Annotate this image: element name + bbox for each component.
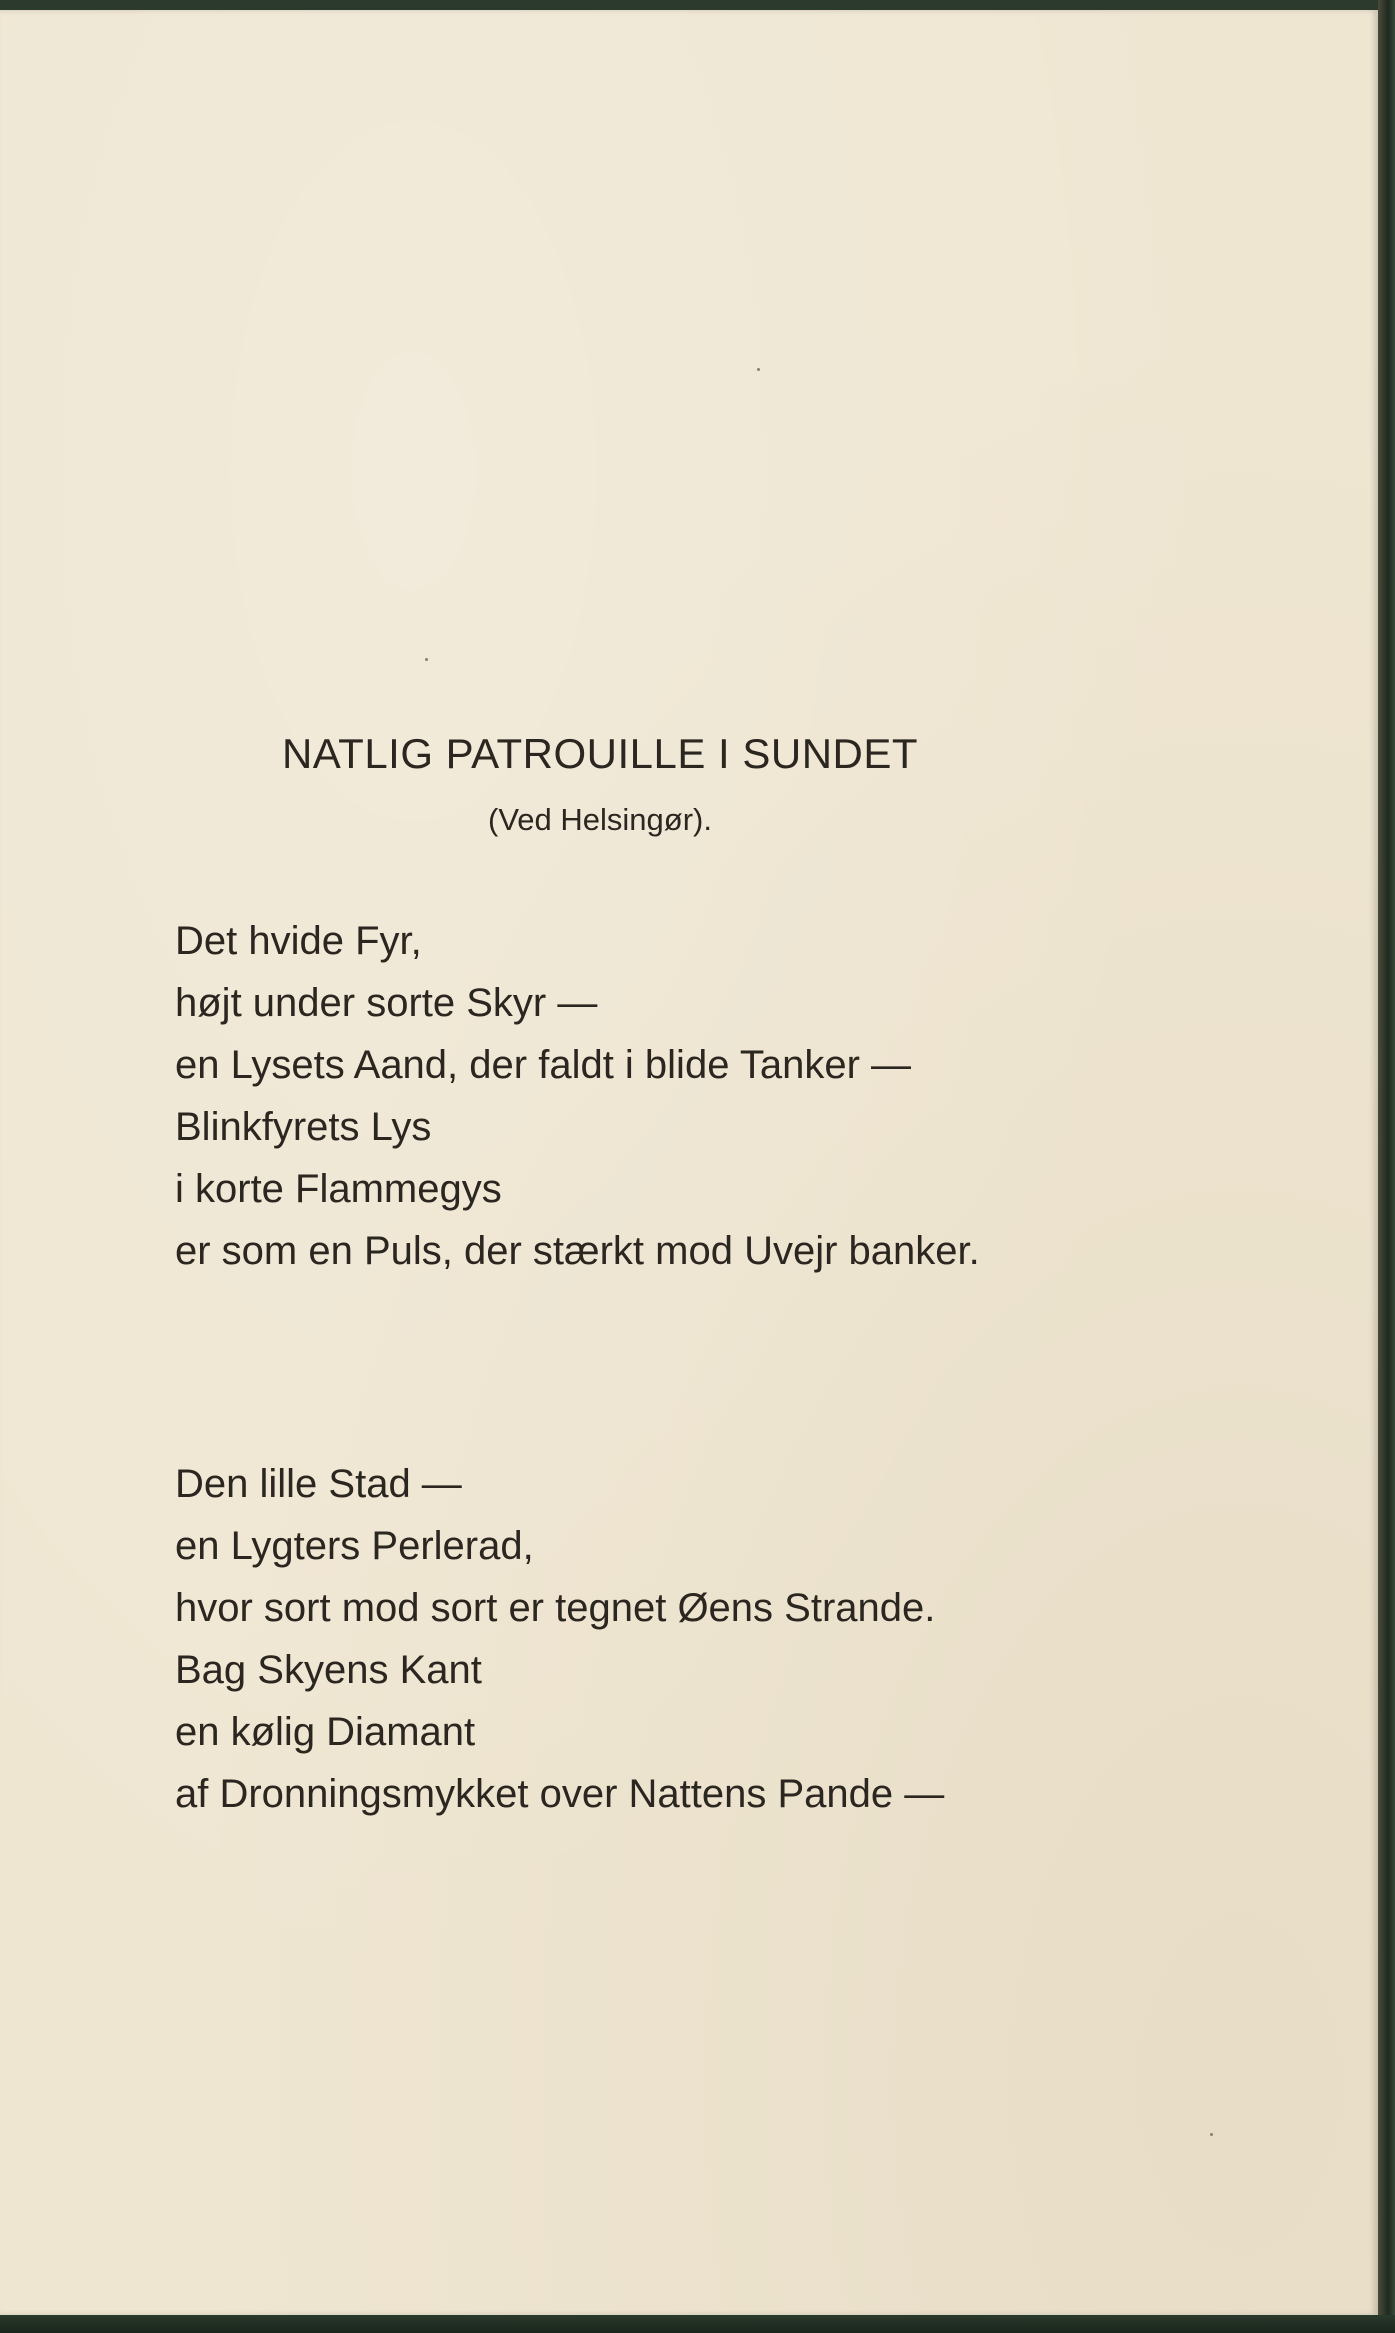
paper-speck bbox=[757, 368, 760, 371]
poem-line: Det hvide Fyr, bbox=[175, 919, 422, 963]
poem-line: højt under sorte Skyr — bbox=[175, 981, 598, 1025]
poem-line: en Lysets Aand, der faldt i blide Tanker — bbox=[175, 1043, 911, 1087]
poem-title: NATLIG PATROUILLE I SUNDET bbox=[281, 730, 919, 777]
poem-subtitle: (Ved Helsingør). bbox=[488, 802, 712, 837]
poem-line: af Dronningsmykket over Nattens Pande — bbox=[175, 1772, 945, 1816]
poem-stanza-1 bbox=[175, 910, 980, 1282]
poem-stanza-2 bbox=[175, 1453, 944, 1825]
poem-line: Den lille Stad — bbox=[175, 1462, 462, 1506]
poem-line: en Lygters Perlerad, bbox=[175, 1524, 534, 1568]
poem-line: er som en Puls, der stærkt mod Uvejr banker. bbox=[175, 1229, 980, 1273]
poem-line: hvor sort mod sort er tegnet Øens Strande. bbox=[175, 1586, 936, 1630]
book-page bbox=[0, 10, 1378, 2315]
poem-line: i korte Flammegys bbox=[175, 1167, 502, 1211]
book-bottom-edge bbox=[0, 2315, 1395, 2333]
poem-line: Bag Skyens Kant bbox=[175, 1648, 482, 1692]
poem-line: en kølig Diamant bbox=[175, 1710, 476, 1754]
paper-speck bbox=[425, 658, 428, 661]
poem-line: Blinkfyrets Lys bbox=[175, 1105, 432, 1149]
book-spine bbox=[1378, 0, 1395, 2333]
paper-speck bbox=[1210, 2133, 1213, 2136]
